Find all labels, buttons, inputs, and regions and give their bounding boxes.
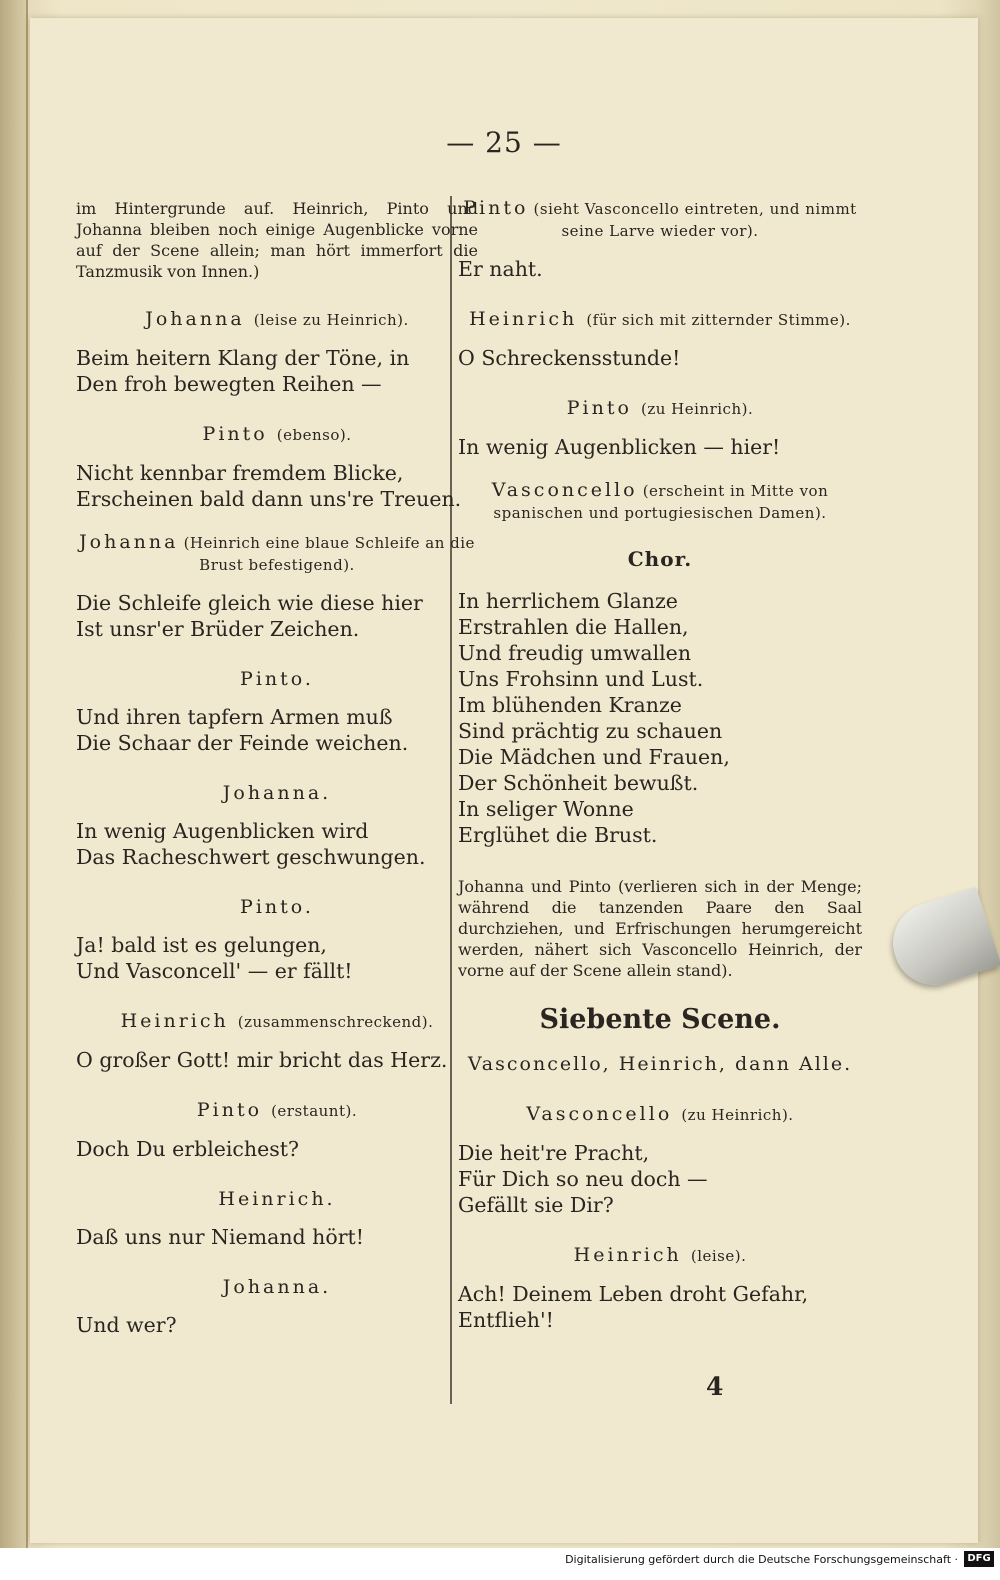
- verse-line: O großer Gott! mir bricht das Herz.: [76, 1048, 448, 1072]
- speaker-heading: [76, 1097, 478, 1124]
- left-column: [76, 198, 478, 1338]
- verse: [76, 818, 478, 870]
- verse-line: Und wer?: [76, 1313, 177, 1337]
- speaker-heading: [458, 1242, 862, 1269]
- verse: [458, 1281, 862, 1333]
- verse-line: Daß uns nur Niemand hört!: [76, 1225, 364, 1249]
- verse-line: Den froh bewegten Reihen —: [76, 372, 382, 396]
- speaker-heading: [76, 306, 478, 333]
- verse: [76, 1312, 478, 1338]
- verse: [76, 460, 478, 512]
- chorus-heading: Chor.: [627, 547, 693, 571]
- speaker-heading: [458, 306, 862, 333]
- speaker-heading: [76, 1008, 478, 1035]
- speaker-heading: Johanna.: [222, 1276, 332, 1298]
- speaker-name: Johanna: [79, 531, 179, 553]
- speaker-heading: Heinrich.: [218, 1188, 336, 1210]
- speaker-direction: (erscheint in Mitte von spanischen und portugiesischen Damen).: [493, 482, 829, 522]
- speaker-direction: (sieht Vasconcello eintreten, und nimmt seine Larve wieder vor).: [533, 200, 857, 240]
- verse-line: Erglühet die Brust.: [458, 823, 658, 847]
- speaker-heading: [76, 421, 478, 448]
- verse: [76, 932, 478, 984]
- verse: [76, 345, 478, 397]
- speaker-name: Pinto: [566, 397, 632, 419]
- right-column: [458, 198, 862, 1333]
- speaker-heading: [458, 480, 862, 524]
- verse-line: Die Schleife gleich wie diese hier: [76, 591, 423, 615]
- dramatis-personae: Vasconcello, Heinrich, dann Alle.: [467, 1053, 853, 1075]
- verse: [76, 590, 478, 642]
- scene-title: Siebente Scene.: [539, 1004, 781, 1035]
- verse-line: Beim heitern Klang der Töne, in: [76, 346, 410, 370]
- verse-line: Und freudig umwallen: [458, 641, 692, 665]
- speaker-heading: [458, 198, 862, 242]
- verse: [76, 1224, 478, 1250]
- signature-mark: 4: [706, 1372, 724, 1401]
- verse-line: Doch Du erbleichest?: [76, 1137, 299, 1161]
- chorus-verse: [458, 588, 862, 848]
- verse-line: In wenig Augenblicken wird: [76, 819, 369, 843]
- speaker-name: Heinrich: [573, 1244, 682, 1266]
- speaker-heading: Pinto.: [240, 668, 314, 690]
- speaker-heading: [458, 1101, 862, 1128]
- verse-line: Die Mädchen und Frauen,: [458, 745, 730, 769]
- verse-line: Für Dich so neu doch —: [458, 1167, 708, 1191]
- speaker-direction: (für sich mit zitternder Stimme).: [586, 311, 851, 329]
- verse-line: Ist unsr'er Brüder Zeichen.: [76, 617, 360, 641]
- verse-line: Nicht kennbar fremdem Blicke,: [76, 461, 404, 485]
- verse-line: Uns Frohsinn und Lust.: [458, 667, 704, 691]
- verse: [76, 1136, 478, 1162]
- verse-line: Erstrahlen die Hallen,: [458, 615, 689, 639]
- funding-notice: Digitalisierung gefördert durch die Deutsche Forschungsgemeinschaft ·: [565, 1553, 958, 1566]
- verse: [458, 1140, 862, 1218]
- verse-line: Ja! bald ist es gelungen,: [76, 933, 327, 957]
- speaker-name: Vasconcello: [526, 1103, 673, 1125]
- verse: [76, 1047, 478, 1073]
- verse-line: Und Vasconcell' — er fällt!: [76, 959, 353, 983]
- verse-line: Ach! Deinem Leben droht Gefahr,: [458, 1282, 809, 1306]
- speaker-name: Heinrich: [469, 308, 578, 330]
- speaker-direction: (erstaunt).: [271, 1102, 358, 1120]
- verse-line: In herrlichem Glanze: [458, 589, 678, 613]
- speaker-direction: (zusammenschreckend).: [237, 1013, 434, 1031]
- speaker-direction: (ebenso).: [276, 426, 352, 444]
- verse-line: Der Schönheit bewußt.: [458, 771, 699, 795]
- verse-line: Das Racheschwert geschwungen.: [76, 845, 426, 869]
- speaker-name: Pinto: [202, 423, 268, 445]
- verse-line: In wenig Augenblicken — hier!: [458, 435, 781, 459]
- verse-line: Erscheinen bald dann uns're Treuen.: [76, 487, 462, 511]
- speaker-heading: [458, 395, 862, 422]
- verse-line: Und ihren tapfern Armen muß: [76, 705, 393, 729]
- speaker-direction: (zu Heinrich).: [681, 1106, 794, 1124]
- speaker-name: Heinrich: [120, 1010, 229, 1032]
- verse: [76, 704, 478, 756]
- previous-page-edge: [0, 0, 28, 1580]
- speaker-name: Pinto: [196, 1099, 263, 1121]
- verse-line: O Schreckensstunde!: [458, 346, 681, 370]
- speaker-heading: [76, 532, 478, 576]
- verse: [458, 256, 862, 282]
- speaker-heading: Pinto.: [240, 896, 314, 918]
- verse: [458, 345, 862, 371]
- speaker-direction: (leise zu Heinrich).: [253, 311, 409, 329]
- verse-line: Die heit're Pracht,: [458, 1141, 650, 1165]
- dfg-logo: DFG: [964, 1551, 994, 1567]
- speaker-direction: (zu Heinrich).: [640, 400, 754, 418]
- stage-direction: Johanna und Pinto (verlieren sich in der Menge; während die tanzenden Paare den Saal durchziehen, und Erfrischungen herumgereicht werden, nähert sich Vasconcello Heinrich, der vorne auf der Scene allein stand).: [458, 877, 862, 980]
- verse-line: Entflieh'!: [458, 1308, 554, 1332]
- book-page: [30, 18, 978, 1543]
- page-number: — 25 —: [446, 126, 562, 159]
- speaker-name: Vasconcello: [491, 479, 638, 501]
- speaker-direction: (Heinrich eine blaue Schleife an die Brust befestigend).: [183, 534, 475, 574]
- speaker-heading: Johanna.: [222, 782, 332, 804]
- verse-line: In seliger Wonne: [458, 797, 634, 821]
- speaker-name: Pinto: [463, 197, 529, 219]
- stage-direction: im Hintergrunde auf. Heinrich, Pinto und Johanna bleiben noch einige Augenblicke vorne auf der Scene allein; man hört immerfort die Tanzmusik von Innen.): [76, 199, 478, 281]
- verse-line: Er naht.: [458, 257, 543, 281]
- speaker-name: Johanna: [145, 308, 245, 330]
- verse-line: Sind prächtig zu schauen: [458, 719, 723, 743]
- verse: [458, 434, 862, 460]
- verse-line: Gefällt sie Dir?: [458, 1193, 614, 1217]
- verse-line: Die Schaar der Feinde weichen.: [76, 731, 409, 755]
- speaker-direction: (leise).: [690, 1247, 747, 1265]
- verse-line: Im blühenden Kranze: [458, 693, 682, 717]
